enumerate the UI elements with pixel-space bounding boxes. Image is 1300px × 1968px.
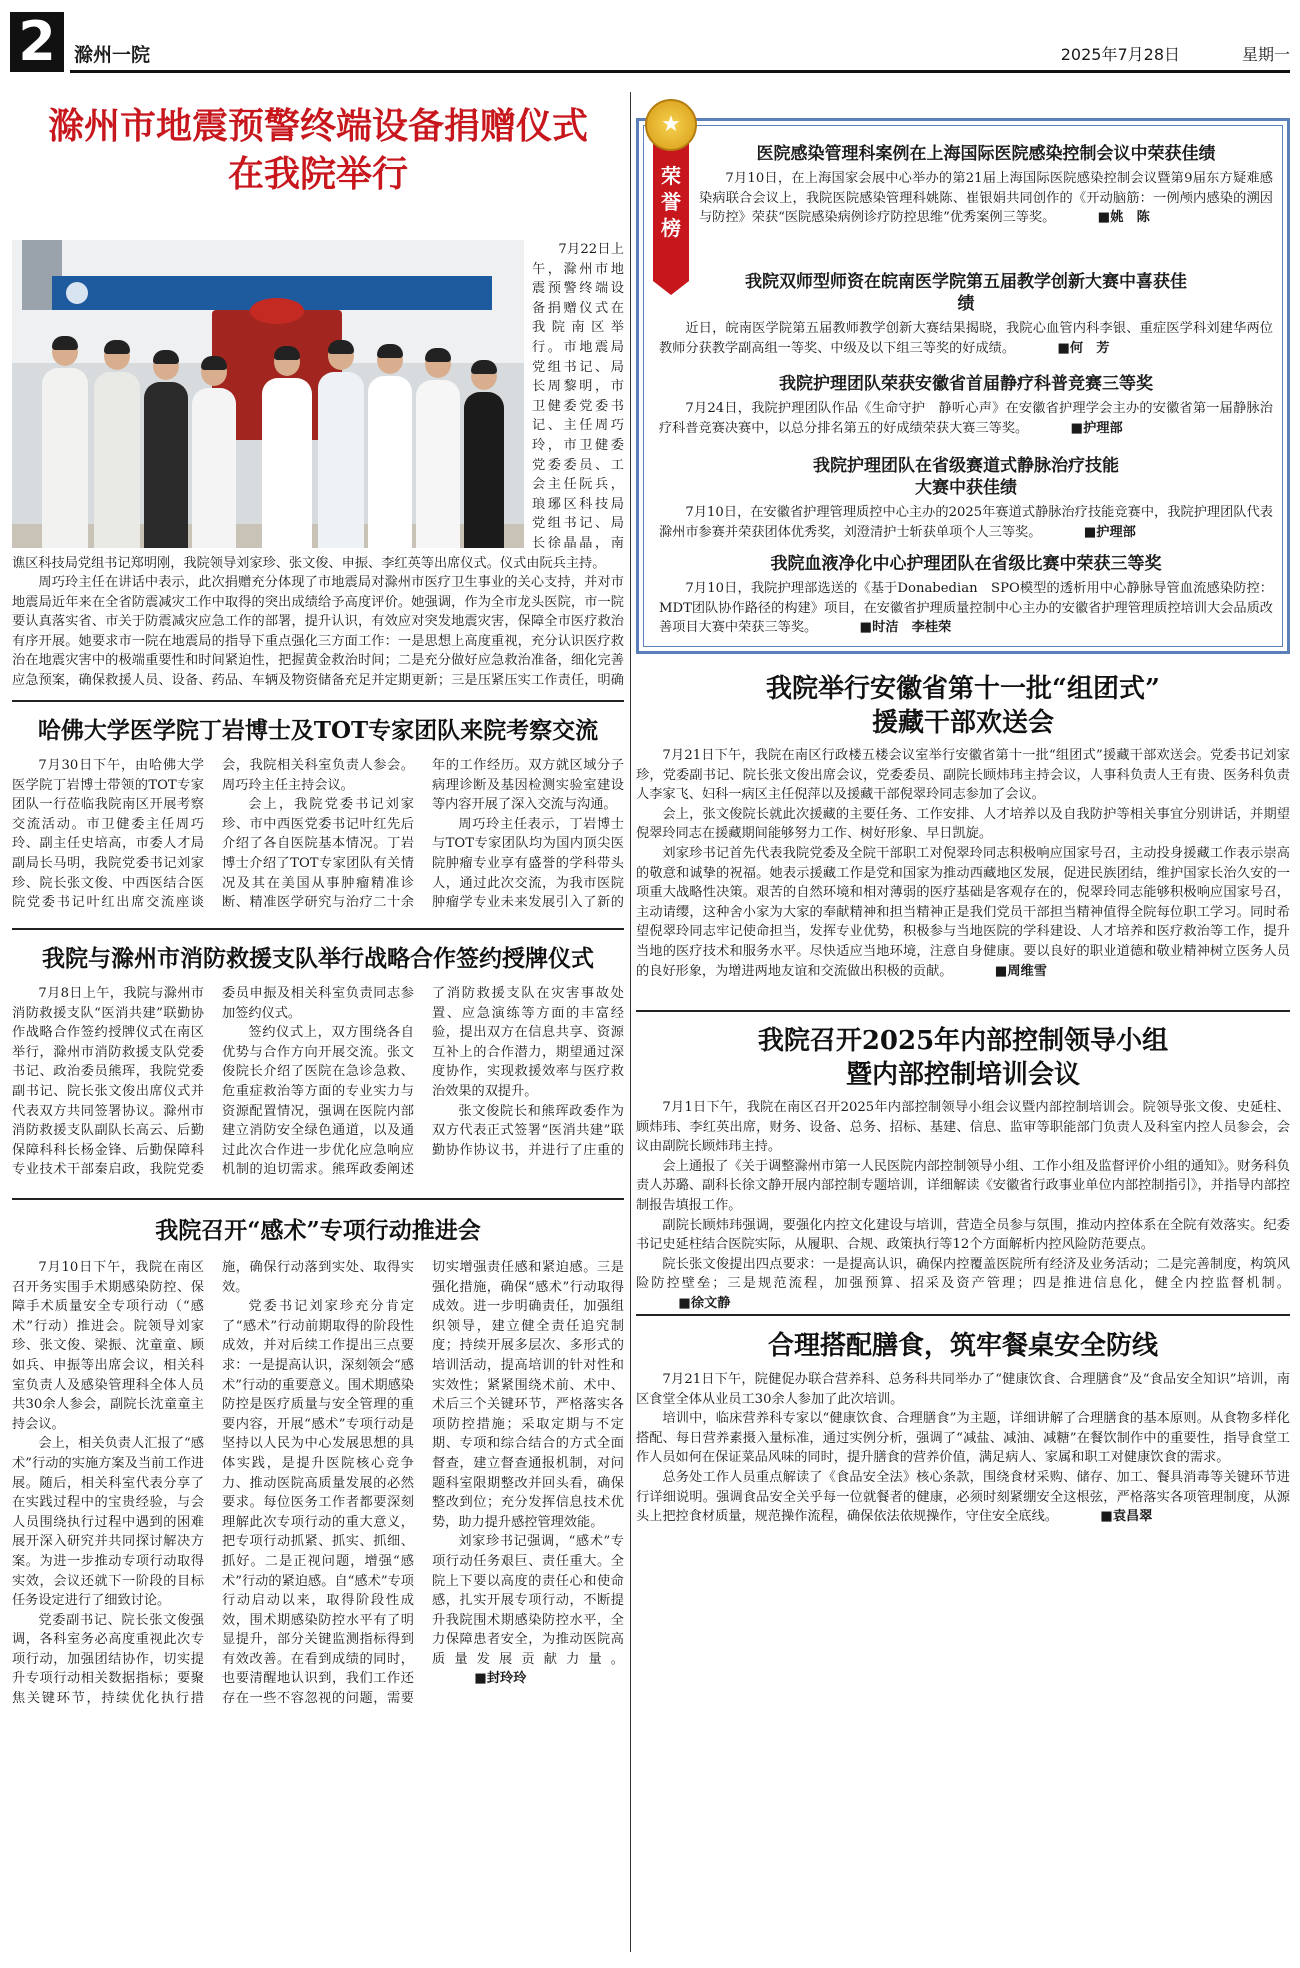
honor-item-title: 我院血液净化中心护理团队在省级比赛中荣获三等奖 [770, 554, 1162, 574]
lead-paragraph: 周巧玲主任在讲话中表示，此次捐赠充分体现了市地震局对滁州市医疗卫生事业的关心支持，并对市地震局近年来在全省防震减灾工作中取得的突出成绩给予高度评价。她强调，作为全市龙头医院，市一院要认真落实省、市关于防震减灾应急工作的部署，提升认识，有效应对突发地震灾害，保障全市医疗救治有序开展。她要求市一院在地震局的指导下重点强化三方面工作：一是思想上高度重视，充分认识医疗救治在地震灾害中的极端重要性和时间紧迫性，把握黄金救治时间；二是充分做好应急救治准备，细化完善应急预案，确保救援人员、设备、药品、车辆及物资储备充足并定期更新；三是压紧压实工作责任，明确 [12, 575, 624, 689]
fire-article [12, 940, 624, 1190]
honor-byline: ■护理部 [1070, 420, 1123, 436]
ganshu-byline: ■封玲玲 [474, 1671, 527, 1687]
internal-paragraph: 7月1日下午，我院在南区召开2025年内部控制领导小组会议暨内部控制培训会。院领导张文俊、史延柱、顾炜玮、李红英出席，财务、设备、总务、招标、基建、信息、监审等职能部门负责人及科室内控人员参会，会议由副院长顾炜玮主持。 [636, 1100, 1290, 1155]
ganshu-title: 我院召开“感术”专项行动推进会 [155, 1217, 481, 1244]
tibet-article [636, 672, 1290, 1002]
internal-control-article [636, 1024, 1290, 1324]
honor-ribbon [653, 112, 689, 281]
honor-item: 我院护理团队荣获安徽省首届静疗科普竞赛三等奖 7月24日，我院护理团队作品《生命守护 静听心声》在安徽省护理学会主办的安徽省第一届静脉治疗科普竞赛决赛中，以总分排名第五的好成绩荣获大赛三等奖。 ■护理部 [659, 373, 1273, 438]
harvard-paragraph: 周巧玲主任表示，丁岩博士与TOT专家团队均为国内顶尖医院肿瘤专业享有盛誉的学科带头人，通过此次交流，为我市医院肿瘤学专业未来发展引入了新的 [432, 816, 624, 911]
harvard-paragraph: 7月30日下午，由哈佛大学医学院丁岩博士带领的TOT专家团队一行莅临我院南区开展考察交流活动。市卫健委主任周巧玲、副主任史培高，市委人才局副局长马明，我院党委书记刘家珍、院长张文俊、中西医结合医院党委书记叶红出席交流座谈会，我院相关科室负责人参会。周巧玲主任主持会议。 [12, 758, 414, 911]
honor-board [636, 112, 1290, 654]
tibet-paragraph: 会上，张文俊院长就此次援藏的主要任务、工作安排、人才培养以及自我防护等相关事宜分别讲话，并期望倪翠玲同志在援藏期间能够努力工作、树好形象、早日凯旋。 [636, 806, 1290, 842]
diet-paragraph: 7月21日下午，院健促办联合营养科、总务科共同举办了“健康饮食、合理膳食”及“食品安全知识”培训，南区食堂全体从业员工30余人参加了此次培训。 [636, 1372, 1290, 1407]
internal-title-line2: 暨内部控制培训会议 [845, 1060, 1080, 1090]
honor-item: 我院护理团队在省级赛道式静脉治疗技能大赛中获佳绩 7月10日，在安徽省护理管理质控中心主办的2025年赛道式静脉治疗技能竞赛中，我院护理团队代表滁州市参赛并荣获团体优秀奖，刘澄清护士斩获单项个人三等奖。 ■护理部 [659, 455, 1273, 542]
diet-byline: ■袁昌翠 [1100, 1509, 1153, 1525]
honor-byline: ■时洁 李桂荣 [859, 620, 952, 636]
tibet-paragraph: 刘家珍书记首先代表我院党委及全院干部职工对倪翠玲同志积极响应国家号召，主动投身援藏工作表示崇高的敬意和诚挚的祝福。她表示援藏工作是党和国家为推动西藏地区发展，促进民族团结，维护国家长治久安的一项重大战略性决策。艰苦的自然环境和相对薄弱的医疗基础是客观存在的，倪翠玲同志能够积极响应国家号召，主动请缨，这种舍小家为大家的奉献精神和担当精神正是我们党员干部担当精神值得全院每位职工学习。同时希望倪翠玲同志牢记使命担当，发挥专业优势，积极参与当地医院的学科建设、人才培养和医疗救治等工作，提升当地的医疗技术和服务水平。尽快适应当地环境，注意自身健康。要以良好的职业道德和敬业精神树立医务人员的良好形象，为增进两地友谊和交流做出积极的贡献。 ■周维雪 [636, 844, 1290, 981]
rule-tibet-bottom [636, 1010, 1290, 1012]
rule-harvard-bottom [12, 928, 624, 930]
ganshu-paragraph: 党委书记刘家珍充分肯定了“感术”行动前期取得的阶段性成效，并对后续工作提出三点要求：一是提高认识，深刻领会“感术”行动的重要意义。围术期感染防控是医疗质量与安全管理的重要内容，开展“感术”专项行动是坚持以人民为中心发展思想的具体实践，是提升医院核心竞争力、推动医院高质量发展的必然要求。每位医务工作者都要深刻理解此次专项行动的重大意义，把专项行动抓紧、抓实、抓细、抓好。二是正视问题，增强“感术”行动的紧迫感。自“感术”专项行动启动以来，取得阶段性成效，围术期感染防控水平有了明显提升，部分关键监测指标得到有效改善。在看到成绩的同时，也要清醒地认识到，我们工作还存在一些不容忽视的问题，需要切实增强责任感和紧迫感。三是强化措施，确保“感术”行动取得成效。进一步明确责任，加强组织领导，建立健全责任追究制度；持续开展多层次、多形式的培训活动，提高培训的针对性和实效性；紧紧围绕术前、术中、术后三个关键环节，严格落实各项防控措施；采取定期与不定期、专项和综合结合的方式全面督查，建立督查通报机制，对问题科室限期整改并回头看，确保整改到位；充分发挥信息技术优势，助力提升感控管理效能。 [222, 1260, 624, 1707]
lead-paragraph: 7月22日上午，滁州市地震预警终端设备捐赠仪式在我院南区举行。市地震局党组书记、局长周黎明，市卫健委党委书记、主任周巧玲，市卫健委党委委员、工会主任阮兵，琅琊区科技局党组书记、局长徐晶晶，南谯区科技局党组书记郑明刚，我院领导刘家珍、张文俊、申振、李红英等出席仪式。仪式由阮兵主持。 [12, 242, 624, 571]
ganshu-article [12, 1212, 624, 1958]
diet-title: 合理搭配膳食，筑牢餐桌安全防线 [767, 1331, 1158, 1361]
lead-text [12, 240, 624, 692]
lead-title-line1: 滁州市地震预警终端设备捐赠仪式 [47, 105, 588, 147]
fire-paragraph: 张文俊院长和熊珲政委作为双方代表正式签署“医消共建”联勤协作协议书，并进行了庄重的 [432, 1103, 624, 1158]
lead-title-line2: 在我院举行 [227, 153, 408, 195]
honor-item-title: 医院感染管理科案例在上海国际医院感染控制会议中荣获佳绩 [756, 144, 1216, 164]
paper-name: 滁州一院 [74, 44, 151, 66]
ganshu-paragraph: 党委副书记、院长张文俊强调，各科室务必高度重视此次专项行动，加强团结协作，切实提升专项行动相关数据指标；要聚焦关键环节，持续优化执行措施，确保行动落到实处、取得实效。 [12, 1260, 414, 1707]
page-number: 2 [10, 12, 64, 72]
rule-fire-bottom [12, 1198, 624, 1200]
ganshu-paragraph: 刘家珍书记强调，“感术”专项行动任务艰巨、责任重大。全院上下要以高度的责任心和使命感，扎实开展专项行动，不断提升我院围术期感染防控水平，全力保障患者安全，为推动医院高质量发展贡献力量。■封玲玲 [432, 1532, 624, 1689]
harvard-title: 哈佛大学医学院丁岩博士及TOT专家团队来院考察交流 [37, 717, 599, 744]
honor-item-title: 我院护理团队在省级赛道式静脉治疗技能大赛中获佳绩 [813, 456, 1119, 498]
diet-article [636, 1328, 1290, 1958]
diet-paragraph: 总务处工作人员重点解读了《食品安全法》核心条款，围绕食材采购、储存、加工、餐具消毒等关键环节进行详细说明。强调食品安全关乎每一位就餐者的健康，必须时刻紧绷安全这根弦，严格落实各项管理制度，从源头上把控食材质量，规范操作流程，确保依法依规操作，守住安全底线。 ■袁昌翠 [636, 1468, 1290, 1527]
tibet-title-line1: 我院举行安徽省第十一批“组团式” [766, 674, 1160, 704]
internal-paragraph: 副院长顾炜玮强调，要强化内控文化建设与培训，营造全员参与氛围，推动内控体系在全院有效落实。纪委书记史延柱结合医院实际，从履职、合规、政策执行等12个方面解析内控风险防范要点。 [636, 1217, 1290, 1253]
harvard-article [12, 712, 624, 918]
tibet-title-line2: 援藏干部欢送会 [871, 708, 1054, 738]
honor-item-title: 我院护理团队荣获安徽省首届静疗科普竞赛三等奖 [779, 374, 1153, 394]
honor-item: 我院血液净化中心护理团队在省级比赛中荣获三等奖 7月10日，我院护理部选送的《基于Donabedian SPO模型的透析用中心静脉导管血流感染防控：MDT团队协作路径的构建》项目，在安徽省护理质量控制中心主办的安徽省护理管理质控培训大会品质改善项目大赛中荣获三等奖。 ■时洁 李桂荣 [659, 553, 1273, 638]
ganshu-paragraph: 7月10日下午，我院在南区召开务实围手术期感染防控、保障手术质量安全专项行动（“感术”行动）推进会。院领导刘家珍、张文俊、梁振、沈童童、顾如兵、申振等出席会议，相关科室负责人及感染管理科全体人员共30余人参会，副院长沈童童主持会议。 [12, 1260, 204, 1432]
internal-title-line1: 我院召开2025年内部控制领导小组 [757, 1026, 1169, 1056]
honor-item: 医院感染管理科案例在上海国际医院感染控制会议中荣获佳绩 7月10日，在上海国家会展中心举办的第21届上海国际医院感染控制会议暨第9届东方疑难感染病联合会议上，我院医院感染管理科姚陈、崔银娟共同创作的《开动脑筋：一例颅内感染的溯因与防控》荣获“医院感染病例诊疗防控思维”优秀案例三等奖。 ■姚 陈 [699, 143, 1273, 228]
ganshu-paragraph: 会上，相关负责人汇报了“感术”行动的实施方案及当前工作进展。随后，相关科室代表分享了在实践过程中的宝贵经验，与会人员围绕执行过程中遇到的困难展开深入研究并共同探讨解决方案。为进一步推动专项行动取得实效，会议还就下一阶段的目标任务设定进行了细致讨论。 [12, 1436, 204, 1609]
honor-byline: ■何 芳 [1057, 340, 1110, 356]
issue-date: 2025年7月28日 [1060, 45, 1180, 64]
fire-paragraph: 签约仪式上，双方围绕各自优势与合作方向开展交流。张文俊院长介绍了医院在急诊急救、危重症救治等方面的专业实力与资源配置情况，强调在医院内部建立消防安全绿色通道，以及通过此次合作进一步优化应急响应机制的迫切需求。熊珲政委阐述了消防救援支队在灾害事故处置、应急演练等方面的丰富经验，提出双方在信息共享、资源互补上的合作潜力，期望通过深度协作，实现救援效率与医疗救治效果的双提升。 [222, 986, 624, 1178]
internal-paragraph: 院长张文俊提出四点要求：一是提高认识，确保内控覆盖医院所有经济及业务活动；二是完善制度，构筑风险防控壁垒；三是规范流程，加强预算、招采及资产管理；四是推进信息化，健全内控监督机制。■徐文静 [636, 1255, 1290, 1314]
honor-byline: ■护理部 [1083, 524, 1136, 540]
internal-paragraph: 会上通报了《关于调整滁州市第一人民医院内部控制领导小组、工作小组及监督评价小组的通知》。财务科负责人苏璐、副科长徐文静开展内部控制专题培训，详细解读《安徽省行政事业单位内部控制指引》，并指导内部控制报告填报工作。 [636, 1158, 1290, 1213]
tibet-paragraph: 7月21日下午，我院在南区行政楼五楼会议室举行安徽省第十一批“组团式”援藏干部欢送会。党委书记刘家珍，党委副书记、院长张文俊出席会议，党委委员、副院长顾炜玮主持会议，人事科负责人王有贵、医务科负责人李家飞、妇科一病区主任倪萍以及援藏干部倪翠玲同志参加了会议。 [636, 748, 1290, 803]
honor-byline: ■姚 陈 [1097, 210, 1150, 226]
honor-item: 我院双师型师资在皖南医学院第五届教学创新大赛中喜获佳绩 近日，皖南医学院第五届教师教学创新大赛结果揭晓，我院心血管内科李银、重症医学科刘建华两位教师分获教学副高组一等奖、中级及以下组三等奖的好成绩。 ■何 芳 [659, 271, 1273, 358]
masthead [10, 12, 1290, 72]
fire-paragraph: 7月8日上午，我院与滁州市消防救援支队“医消共建”联勤协作战略合作签约授牌仪式在南区举行，滁州市消防救援支队党委书记、政治委员熊珲，我院党委副书记、院长张文俊出席仪式并代表双方共同签署协议。滁州市消防救援支队副队长高云、后勤保障科科长杨金锋、后勤保障科专业技术干部秦启政，我院党委委员申振及相关科室负责同志参加签约仪式。 [12, 986, 414, 1178]
honor-tag: 荣誉榜 [661, 164, 681, 240]
diet-paragraph: 培训中，临床营养科专家以“健康饮食、合理膳食”为主题，详细讲解了合理膳食的基本原则。从食物多样化搭配、每日营养素摄入量标准，通过实例分析，强调了“减盐、减油、减糖”在餐饮制作中的重要性，指导食堂工作人员如何在保证菜品风味的同时，提升膳食的营养价值，满足病人、家属和职工对健康饮食的需求。 [636, 1411, 1290, 1466]
honor-item-title: 我院双师型师资在皖南医学院第五届教学创新大赛中喜获佳绩 [745, 272, 1187, 314]
column-divider [630, 92, 631, 1952]
rule-lead-bottom [12, 700, 624, 702]
harvard-paragraph: 会上，我院党委书记刘家珍、市中西医党委书记叶红先后介绍了各自医院基本情况。丁岩博士介绍了TOT专家团队有关情况及其在美国从事肿瘤精准诊断、精准医学研究与治疗二十余年的工作经历。双方就区域分子病理诊断及基因检测实验室建设等内容开展了深入交流与沟通。 [222, 758, 624, 911]
masthead-rule [70, 70, 1290, 73]
internal-byline: ■徐文静 [678, 1295, 731, 1311]
fire-title: 我院与滁州市消防救援支队举行战略合作签约授牌仪式 [42, 945, 594, 972]
star-medal-icon: ★ [645, 99, 697, 151]
rule-internal-bottom [636, 1314, 1290, 1316]
issue-weekday: 星期一 [1241, 45, 1290, 64]
tibet-byline: ■周维雪 [994, 963, 1047, 979]
